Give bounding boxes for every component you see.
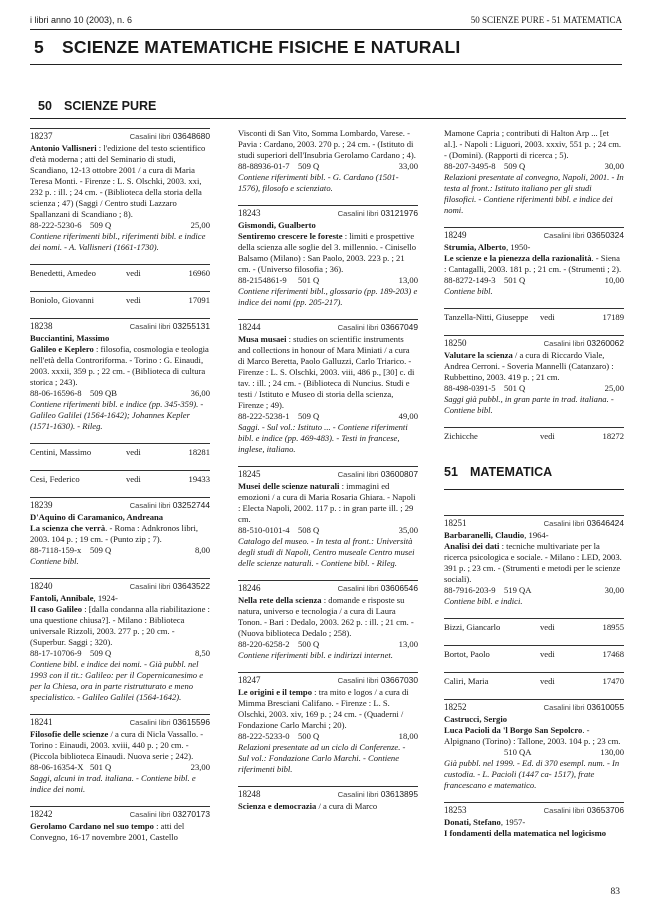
entry-18238	[30, 318, 210, 432]
section-title	[34, 37, 460, 58]
column-1	[30, 128, 210, 854]
section-number: 5	[34, 37, 44, 57]
top-rule	[30, 29, 622, 30]
entry-18242-continued	[238, 128, 418, 194]
entry-description: Musa musaei : studies on scientific instruments and collections in honour of Mara Miniati / a cura di Marco Beretta, Paolo Galluzzi, Carlo Triarico. - Firenze : L. S. Olschki, 2003. viii, 486 p., [30] c. di tav. : ill. ; 24 cm. - (Biblioteca di Nuncius. Studi e testi / Istituto e Museo di storia della scienza, Firenze ; 49).	[238, 334, 415, 410]
entry-price-line: 88-8272-149-3 501 Q 10,00	[444, 275, 624, 285]
entry-description: Visconti di San Vito, Somma Lombardo, Varese. - Pavia : Cardano, 2003. 270 p. ; 24 cm. - (Istituto di studi superiori dell'Insubria Gerolamo Cardano ; 4).	[238, 128, 416, 160]
entry-18239	[30, 497, 210, 567]
entry-description: Le origini e il tempo : tra mito e logos / a cura di Mimma Bresciani Califano. - Firenze : L. S. Olschki, 2003. xiv, 169 p. ; 24 cm. - (Quaderni / Fondazione Carlo Marchi ; 20).	[238, 687, 409, 730]
entry-18248	[238, 786, 418, 812]
entry-id: 18238	[30, 321, 53, 331]
page-number: 83	[610, 887, 620, 897]
entry-18241	[30, 714, 210, 795]
casalini-ref: Casalini libri 03255131	[129, 321, 210, 331]
entry-18252	[444, 699, 624, 791]
subsection-block-51	[444, 463, 624, 515]
section-title-text: SCIENZE MATEMATICHE FISICHE E NATURALI	[62, 37, 461, 57]
casalini-ref: Casalini libri 03615596	[129, 717, 210, 727]
casalini-ref: Casalini libri 03667030	[337, 675, 418, 685]
entry-note: Contiene bibl.	[30, 556, 79, 566]
subsection-title-50	[38, 99, 156, 113]
entry-description: Scienza e democrazia / a cura di Marco	[238, 801, 378, 811]
cross-reference[interactable]: Tanzella-Nitti, Giuseppe vedi 17189	[444, 308, 624, 324]
entry-price-line: 88-510-0101-4 508 Q 35,00	[238, 525, 418, 535]
entry-id: 18249	[444, 230, 467, 240]
entry-note: Saggi, alcuni in trad. italiana. - Contiene bibl. e indice dei nomi.	[30, 773, 196, 794]
casalini-ref: Casalini libri 03606546	[337, 583, 418, 593]
entry-price-line: 510 QA 130,00	[504, 747, 624, 757]
entry-price-line: 88-2154861-9 501 Q 13,00	[238, 275, 418, 285]
casalini-ref: Casalini libri 03252744	[129, 500, 210, 510]
entry-id: 18245	[238, 469, 261, 479]
entry-price-line: 88-7916-203-9 519 QA 30,00	[444, 585, 624, 595]
entry-description: Nella rete della scienza : domande e risposte su natura, universo e tecnologia / a cura di Laura Tonon. - Bari : Dedalo, 2003. 262 p. : ill. ; 21 cm. - (Nuova biblioteca Dedalo ; 258).	[238, 595, 414, 638]
entry-price-line: 88-06-16354-X 501 Q 23,00	[30, 762, 210, 772]
entry-18250	[444, 335, 624, 416]
casalini-ref: Casalini libri 03610055	[543, 702, 624, 712]
entry-id: 18253	[444, 805, 467, 815]
entry-note: Contiene bibl. e indici.	[444, 596, 523, 606]
entry-note: Contiene bibl.	[444, 286, 493, 296]
subsection-number: 50	[38, 99, 52, 113]
cross-reference[interactable]: Cesi, Federico vedi 19433	[30, 470, 210, 486]
subsection-title-51	[444, 467, 552, 478]
entry-price-line: 88-7118-159-x 509 Q 8,00	[30, 545, 210, 555]
casalini-ref: Casalini libri 03600807	[337, 469, 418, 479]
entry-note: Saggi. - Sul vol.: Istituto ... - Contiene riferimenti bibl. e indice (pp. 469-483). - Testi in francese, inglese, italiano.	[238, 422, 408, 454]
casalini-ref: Casalini libri 03260062	[543, 338, 624, 348]
entry-description: Fantoli, Annibale, 1924- Il caso Galileo : [dalla condanna alla riabilitazione : una questione chiusa?]. - Milano : Biblioteca universale Rizzoli, 2003. 277 p. ; 20 cm. - (Superbur. Saggi ; 320).	[30, 593, 210, 647]
entry-id: 18243	[238, 208, 261, 218]
running-head-right: 50 SCIENZE PURE - 51 MATEMATICA	[470, 15, 622, 25]
entry-18249	[444, 227, 624, 297]
entry-price-line: 88-88936-01-7 509 Q 33,00	[238, 161, 418, 171]
entry-description: Strumia, Alberto, 1950- Le scienze e la pienezza della razionalità. - Siena : Cantagalli, 2003. 181 p. ; 21 cm. - (Strumenti ; 2).	[444, 242, 622, 274]
entry-note: Catalogo del museo. - In testa al front.: Università degli studi di Napoli, Centro museale Centro musei delle scienze naturali. - Contiene bibl. - Rileg.	[238, 536, 415, 568]
entry-note: Contiene bibl. e indice dei nomi. - Già pubbl. nel 1993 con il tit.: Galileo: per il Copernicanesimo e per la Chiesa, ora in parte ristrutturato e meno specialistico. - Galileo Galilei (1564-1642).	[30, 659, 204, 702]
entry-id: 18252	[444, 702, 467, 712]
entry-18253	[444, 802, 624, 839]
entry-description: Gerolamo Cardano nel suo tempo : atti del Convegno, 16-17 novembre 2001, Castello	[30, 821, 185, 842]
entry-description: Musei delle scienze naturali : immagini ed emozioni / a cura di Maria Rosaria Ghiara. - Napoli : Electa Napoli, 2002. 117 p. : in gran parte ill. ; 29 cm.	[238, 481, 416, 524]
entry-id: 18246	[238, 583, 261, 593]
entry-description: Barbaranelli, Claudio, 1964- Analisi dei dati : tecniche multivariate per la ricerca psicologica e sociale. - Milano : LED, 2003. 391 p. ; 23 cm. - (Strumenti e metodi per le scienze sociali).	[444, 530, 622, 584]
entry-description: Donati, Stefano, 1957- I fondamenti della matematica nel logicismo	[444, 817, 607, 838]
running-head-left: i libri anno 10 (2003), n. 6	[30, 15, 133, 25]
entry-note: Contiene riferimenti bibl. e indirizzi internet.	[238, 650, 393, 660]
entry-18247	[238, 672, 418, 775]
cross-reference[interactable]: Centini, Massimo vedi 18281	[30, 443, 210, 459]
cross-reference[interactable]: Bortot, Paolo vedi 17468	[444, 645, 624, 661]
entry-18237	[30, 128, 210, 253]
entry-18248-continued	[444, 128, 624, 216]
entry-id: 18248	[238, 789, 261, 799]
entry-description: D'Aquino di Caramanico, Andreana La scienza che verrà. - Roma : Adnkronos libri, 2003. 104 p. ; 19 cm. - (Punto zip ; 7).	[30, 512, 199, 544]
entry-note: Contiene riferimenti bibl. - G. Cardano (1501-1576), filosofo e scienziato.	[238, 172, 399, 193]
casalini-ref: Casalini libri 03650324	[543, 230, 624, 240]
casalini-ref: Casalini libri 03121976	[337, 208, 418, 218]
entry-note: Contiene riferimenti bibl., riferimenti bibl. e indice dei nomi. - A. Vallisneri (1661-1730).	[30, 231, 206, 252]
casalini-ref: Casalini libri 03646424	[543, 518, 624, 528]
entry-id: 18244	[238, 322, 261, 332]
casalini-ref: Casalini libri 03653706	[543, 805, 624, 815]
casalini-ref: Casalini libri 03613895	[337, 789, 418, 799]
entry-price-line: 88-222-5233-0 500 Q 18,00	[238, 731, 418, 741]
entry-note: Già pubbl. nel 1999. - Ed. di 370 esempl. num. - In custodia. - L. Pacioli (1447 ca- 1517), frate francescano e matematico.	[444, 758, 620, 790]
cross-reference[interactable]: Bizzi, Giancarlo vedi 18955	[444, 618, 624, 634]
subsection-title-text: SCIENZE PURE	[64, 99, 157, 113]
entry-price-line: 88-06-16596-8 509 QB 36,00	[30, 388, 210, 398]
subsection-rule-51	[444, 489, 624, 490]
entry-description: Valutare la scienza / a cura di Riccardo Viale, Andrea Cerroni. - Soveria Mannelli (Catanzaro) : Rubbettino, 2003. 419 p. ; 21 cm.	[444, 350, 614, 382]
casalini-ref: Casalini libri 03667049	[337, 322, 418, 332]
entry-id: 18241	[30, 717, 53, 727]
subsection-title-text: MATEMATICA	[470, 465, 553, 479]
entry-description: Castrucci, Sergio Luca Pacioli da 'l Borgo San Sepolcro. - Alpignano (Torino) : Tallone, 2003. 104 p. ; 23 cm.	[444, 714, 621, 746]
subsection-rule-50	[30, 118, 626, 119]
entry-id: 18251	[444, 518, 467, 528]
entry-18242	[30, 806, 210, 843]
entry-18240	[30, 578, 210, 703]
casalini-ref: Casalini libri 03270173	[129, 809, 210, 819]
running-head	[30, 13, 622, 27]
casalini-ref: Casalini libri 03648680	[129, 131, 210, 141]
section-rule	[30, 64, 622, 65]
cross-reference[interactable]: Benedetti, Amedeo vedi 16960	[30, 264, 210, 280]
entry-description: Bucciantini, Massimo Galileo e Keplero : filosofia, cosmologia e teologia nell'età della Controriforma. - Torino : G. Einaudi, 2003. xxxii, 359 p. ; 22 cm. - (Biblioteca di cultura storica ; 243).	[30, 333, 209, 387]
entry-description: Gismondi, Gualberto Sentiremo crescere le foreste : limiti e prospettive della scienza alle soglie del 3. millennio. - Cinisello Balsamo (Milano) : San Paolo, 2003. 223 p. ; 21 cm. - (Universo filosofia ; 36).	[238, 220, 417, 274]
entry-18251	[444, 515, 624, 607]
entry-id: 18237	[30, 131, 53, 141]
entry-id: 18250	[444, 338, 467, 348]
entry-description: Filosofie delle scienze / a cura di Nicla Vassallo. - Torino : Einaudi, 2003. xviii, 440 p. ; 20 cm. - (Piccola biblioteca Einaudi. Nuova serie ; 242).	[30, 729, 204, 761]
entry-18245	[238, 466, 418, 569]
entry-id: 18240	[30, 581, 53, 591]
entry-note: Contiene riferimenti bibl., glossario (pp. 189-203) e indice dei nomi (pp. 205-217).	[238, 286, 418, 307]
casalini-ref: Casalini libri 03643522	[129, 581, 210, 591]
entry-price-line: 88-222-5238-1 509 Q 49,00	[238, 411, 418, 421]
entry-price-line: 88-207-3495-8 509 Q 30,00	[444, 161, 624, 171]
entry-note: Contiene riferimenti bibl. e indice (pp. 345-359). - Galileo Galilei (1564-1642); Johannes Kepler (1571-1630). - Rileg.	[30, 399, 204, 431]
entry-description: Mamone Capria ; contributi di Halton Arp ... [et al.]. - Napoli : Liguori, 2003. xxxiv, 551 p. ; 24 cm. - (Domini). (Rapporti di ricerca ; 5).	[444, 128, 622, 160]
entry-price-line: 88-222-5230-6 509 Q 25,00	[30, 220, 210, 230]
entry-price-line: 88-17-10706-9 509 Q 8,50	[30, 648, 210, 658]
entry-id: 18242	[30, 809, 53, 819]
entry-note: Relazioni presentate al convegno, Napoli, 2001. - In testa al front.: Istituto italiano per gli studi filosofici. - Contiene riferimenti bibl. e indice dei nomi.	[444, 172, 624, 215]
entry-note: Saggi già pubbl., in gran parte in trad. italiana. - Contiene bibl.	[444, 394, 614, 415]
entry-note: Relazioni presentate ad un ciclo di Conferenze. - Sul vol.: Fondazione Carlo Marchi. - Contiene riferimenti bibl.	[238, 742, 406, 774]
entry-18243	[238, 205, 418, 308]
column-3	[444, 128, 624, 850]
entry-price-line: 88-220-6258-2 500 Q 13,00	[238, 639, 418, 649]
entry-description: Antonio Vallisneri : l'edizione del testo scientifico d'età moderna ; atti del Seminario di studi, Scandiano, 12-13 ottobre 2001 / a cura di Maria Teresa Monti. - Firenze : L. S. Olschki, 2003. xxi, 232 p. : ill. ; 24 cm. - (Biblioteca della storia della scienza ; 47) (Saggi / Centro studi Lazzaro Spallanzani di Scandiano ; 8).	[30, 143, 206, 219]
entry-18246	[238, 580, 418, 661]
entry-id: 18247	[238, 675, 261, 685]
entry-id: 18239	[30, 500, 53, 510]
cross-reference[interactable]: Zichicche vedi 18272	[444, 427, 624, 443]
subsection-number: 51	[444, 465, 458, 479]
entry-price-line: 88-498-0391-5 501 Q 25,00	[444, 383, 624, 393]
cross-reference[interactable]: Boniolo, Giovanni vedi 17091	[30, 291, 210, 307]
entry-18244	[238, 319, 418, 455]
cross-reference[interactable]: Caliri, Maria vedi 17470	[444, 672, 624, 688]
column-2	[238, 128, 418, 823]
